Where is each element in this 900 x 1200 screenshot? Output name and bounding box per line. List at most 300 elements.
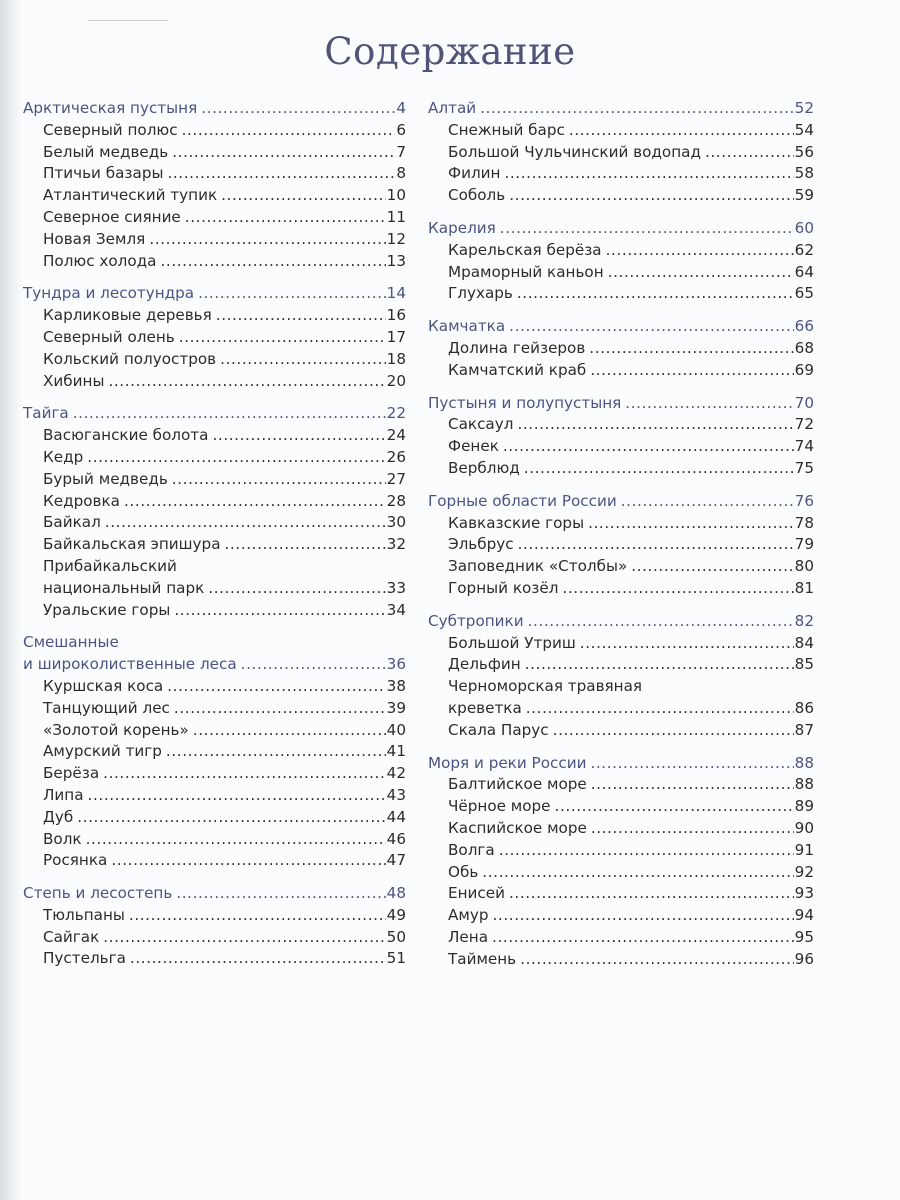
- toc-entry-title: креветка: [448, 698, 522, 717]
- toc-entry-title: Кедровка: [43, 491, 120, 510]
- toc-entry[interactable]: [428, 883, 814, 905]
- toc-entry-title: Росянка: [43, 851, 108, 870]
- dot-leader: [517, 283, 794, 305]
- toc-page-number: 74: [794, 437, 814, 456]
- toc-entry[interactable]: [428, 796, 814, 818]
- toc-entry-title: Амурский тигр: [43, 742, 162, 761]
- toc-entry-title: Лена: [448, 927, 489, 946]
- toc-entry[interactable]: [428, 862, 814, 884]
- dot-leader: [172, 142, 395, 164]
- dot-leader: [212, 425, 385, 447]
- dot-leader: [499, 840, 794, 862]
- toc-page-number: 13: [386, 251, 406, 270]
- toc-entry[interactable]: [428, 262, 814, 284]
- toc-entry-title: Соболь: [448, 186, 506, 205]
- toc-entry[interactable]: [428, 818, 814, 840]
- dot-leader: [208, 578, 385, 600]
- toc-page-number: 39: [386, 698, 406, 717]
- toc-entry[interactable]: [23, 698, 406, 720]
- toc-page-number: 90: [794, 818, 814, 837]
- toc-page-number: 78: [794, 513, 814, 532]
- toc-entry-title: Тюльпаны: [43, 905, 125, 924]
- toc-entry-title: Чёрное море: [448, 797, 551, 816]
- toc-entry-title: Хибины: [43, 371, 105, 390]
- toc-entry-title: Большой Утриш: [448, 633, 576, 652]
- toc-entry[interactable]: [23, 469, 406, 491]
- toc-page-number: 66: [794, 317, 814, 336]
- toc-entry-title: Глухарь: [448, 284, 513, 303]
- toc-page-number: 24: [386, 426, 406, 445]
- toc-page-number: 68: [794, 338, 814, 357]
- dot-leader: [705, 142, 794, 164]
- toc-page-number: 96: [794, 949, 814, 968]
- dot-leader: [77, 807, 385, 829]
- toc-entry-title-line1: Черноморская травяная: [448, 677, 643, 696]
- toc-entry[interactable]: [428, 534, 814, 556]
- toc-section: [23, 883, 406, 970]
- toc-entry-title: Камчатка: [428, 317, 506, 336]
- toc-entry[interactable]: [428, 676, 814, 720]
- dot-leader: [562, 578, 793, 600]
- toc-section-header[interactable]: [23, 283, 406, 305]
- toc-entry[interactable]: [23, 305, 406, 327]
- toc-entry[interactable]: [23, 229, 406, 251]
- toc-section: [428, 218, 814, 305]
- dot-leader: [167, 676, 385, 698]
- dot-leader: [129, 905, 386, 927]
- toc-entry-title: Тундра и лесотундра: [23, 284, 195, 303]
- toc-page-number: 88: [794, 753, 814, 772]
- toc-page-number: 11: [386, 207, 406, 226]
- dot-leader: [179, 327, 386, 349]
- toc-page-number: 89: [794, 797, 814, 816]
- dot-leader: [172, 469, 386, 491]
- dot-leader: [216, 305, 386, 327]
- toc-entry-title: Верблюд: [448, 458, 520, 477]
- toc-page-number: 94: [794, 906, 814, 925]
- toc-entry[interactable]: [428, 360, 814, 382]
- toc-entry-title: Фенек: [448, 437, 499, 456]
- toc-entry[interactable]: [23, 349, 406, 371]
- dot-leader: [225, 534, 386, 556]
- toc-entry[interactable]: [428, 240, 814, 262]
- toc-entry-title: Субтропики: [428, 611, 524, 630]
- dot-leader: [591, 774, 794, 796]
- dot-leader: [198, 283, 386, 305]
- toc-page-number: 10: [386, 186, 406, 205]
- dot-leader: [500, 218, 794, 240]
- toc-entry[interactable]: [428, 513, 814, 535]
- toc-entry[interactable]: [428, 840, 814, 862]
- page-binding-edge: [0, 0, 22, 1200]
- toc-entry-title: Белый медведь: [43, 142, 169, 161]
- toc-page-number: 72: [794, 415, 814, 434]
- toc-page-number: 91: [794, 840, 814, 859]
- toc-entry[interactable]: [23, 785, 406, 807]
- toc-page-number: 6: [396, 120, 406, 139]
- toc-entry[interactable]: [23, 120, 406, 142]
- toc-entry-title-line1: Прибайкальский: [43, 556, 177, 575]
- toc-section: [23, 403, 406, 621]
- dot-leader: [528, 611, 794, 633]
- toc-page-number: 43: [386, 785, 406, 804]
- toc-section-header[interactable]: [23, 98, 406, 120]
- dot-leader: [87, 447, 385, 469]
- dot-leader: [591, 818, 794, 840]
- toc-page-number: 14: [386, 284, 406, 303]
- toc-entry-title: Кедр: [43, 447, 84, 466]
- toc-entry-title: Танцующий лес: [43, 698, 170, 717]
- toc-page-number: 93: [794, 884, 814, 903]
- toc-entry-title: Камчатский краб: [448, 360, 587, 379]
- toc-page-number: 12: [386, 229, 406, 248]
- toc-page-number: 49: [386, 905, 406, 924]
- toc-page-number: 70: [794, 393, 814, 412]
- toc-entry[interactable]: [428, 633, 814, 655]
- dot-leader: [86, 829, 386, 851]
- toc-entry[interactable]: [23, 207, 406, 229]
- toc-entry-title: Карелия: [428, 218, 496, 237]
- toc-section: [428, 316, 814, 381]
- dot-leader: [108, 371, 385, 393]
- toc-entry-title: Волга: [448, 840, 495, 859]
- toc-entry[interactable]: [23, 142, 406, 164]
- toc-entry[interactable]: [428, 163, 814, 185]
- toc-entry[interactable]: [23, 829, 406, 851]
- dot-leader: [590, 360, 793, 382]
- toc-entry-title: Северное сияние: [43, 207, 181, 226]
- toc-entry[interactable]: [428, 185, 814, 207]
- dot-leader: [525, 654, 794, 676]
- toc-page-number: 87: [794, 720, 814, 739]
- toc-entry-title: Скала Парус: [448, 720, 549, 739]
- dot-leader: [590, 753, 793, 775]
- toc-page-number: 28: [386, 491, 406, 510]
- dot-leader: [569, 120, 794, 142]
- toc-page-number: 8: [396, 164, 406, 183]
- toc-entry-title: Куршская коса: [43, 676, 164, 695]
- toc-page-number: 32: [386, 535, 406, 554]
- dot-leader: [166, 741, 386, 763]
- dot-leader: [103, 927, 385, 949]
- dot-leader: [526, 698, 794, 720]
- toc-page-number: 82: [794, 611, 814, 630]
- toc-page-number: 80: [794, 557, 814, 576]
- toc-entry-title: Кавказские горы: [448, 513, 585, 532]
- dot-leader: [555, 796, 794, 818]
- toc-section: [23, 632, 406, 872]
- toc-entry-title: Арктическая пустыня: [23, 99, 198, 117]
- toc-entry-title: Енисей: [448, 884, 505, 903]
- toc-section-header[interactable]: [428, 753, 814, 775]
- toc-section: [428, 611, 814, 742]
- toc-section: [428, 393, 814, 480]
- toc-entry-title: Горный козёл: [448, 578, 559, 597]
- toc-entry[interactable]: [428, 949, 814, 971]
- toc-page-number: 17: [386, 327, 406, 346]
- dot-leader: [241, 654, 386, 676]
- dot-leader: [503, 436, 794, 458]
- toc-entry[interactable]: [428, 458, 814, 480]
- toc-entry-title: Берёза: [43, 764, 100, 783]
- toc-page-number: 69: [794, 360, 814, 379]
- toc-page-number: 52: [794, 99, 814, 117]
- dot-leader: [492, 927, 794, 949]
- toc-page-number: 50: [386, 927, 406, 946]
- toc-page-number: 42: [386, 764, 406, 783]
- dot-leader: [174, 600, 385, 622]
- toc-entry-title: «Золотой корень»: [43, 720, 189, 739]
- toc-entry-title: Пустыня и полупустыня: [428, 393, 622, 412]
- dot-leader: [553, 720, 794, 742]
- toc-entry-title: Липа: [43, 785, 84, 804]
- toc-entry[interactable]: [23, 447, 406, 469]
- toc-entry-title: Северный полюс: [43, 120, 178, 139]
- toc-section-header[interactable]: [428, 393, 814, 415]
- toc-entry-title: Горные области России: [428, 491, 617, 510]
- toc-entry[interactable]: [428, 556, 814, 578]
- dot-leader: [167, 163, 395, 185]
- dot-leader: [621, 491, 794, 513]
- toc-page-number: 76: [794, 491, 814, 510]
- dot-leader: [608, 262, 794, 284]
- toc-section-header[interactable]: [428, 98, 814, 120]
- toc-entry-title: Таймень: [448, 949, 517, 968]
- toc-page-number: 84: [794, 633, 814, 652]
- toc-right-column: [428, 98, 814, 981]
- toc-entry[interactable]: [428, 120, 814, 142]
- toc-page-number: 38: [386, 676, 406, 695]
- toc-entry-title: Долина гейзеров: [448, 338, 586, 357]
- dot-leader: [193, 720, 386, 742]
- toc-section-header[interactable]: [23, 883, 406, 905]
- toc-section: [428, 753, 814, 971]
- toc-entry[interactable]: [23, 327, 406, 349]
- toc-entry[interactable]: [23, 741, 406, 763]
- toc-entry[interactable]: [428, 774, 814, 796]
- toc-page-number: 92: [794, 862, 814, 881]
- toc-entry-title: Птичьи базары: [43, 164, 164, 183]
- dot-leader: [480, 98, 794, 120]
- dot-leader: [509, 316, 794, 338]
- toc-page-number: 26: [386, 447, 406, 466]
- toc-entry-title: Байкальская эпишура: [43, 535, 221, 554]
- dot-leader: [221, 185, 386, 207]
- toc-page-number: 22: [386, 404, 406, 423]
- toc-entry-title: Тайга: [23, 404, 69, 423]
- toc-entry-title: Полюс холода: [43, 251, 157, 270]
- toc-page-number: 75: [794, 458, 814, 477]
- toc-entry[interactable]: [23, 534, 406, 556]
- toc-entry[interactable]: [23, 676, 406, 698]
- toc-entry[interactable]: [428, 578, 814, 600]
- dot-leader: [103, 763, 386, 785]
- dot-leader: [182, 120, 396, 142]
- toc-entry[interactable]: [23, 556, 406, 600]
- toc-page-number: 51: [386, 949, 406, 968]
- dot-leader: [631, 556, 793, 578]
- toc-entry-title: Балтийское море: [448, 775, 587, 794]
- toc-entry[interactable]: [23, 927, 406, 949]
- toc-entry-title: Заповедник «Столбы»: [448, 557, 628, 576]
- dot-leader: [517, 414, 793, 436]
- toc-entry-title: Новая Земля: [43, 229, 146, 248]
- toc-section: [23, 98, 406, 272]
- toc-section-header[interactable]: [428, 218, 814, 240]
- toc-entry-title: Каспийское море: [448, 818, 587, 837]
- toc-entry-title: и широколиственные леса: [23, 655, 237, 674]
- toc-entry-title: Васюганские болота: [43, 426, 209, 445]
- toc-page-number: 85: [794, 655, 814, 674]
- toc-entry-title: Волк: [43, 829, 82, 848]
- dot-leader: [482, 862, 793, 884]
- dot-leader: [589, 338, 793, 360]
- toc-entry-title: Обь: [448, 862, 479, 881]
- toc-page-number: 46: [386, 829, 406, 848]
- toc-entry-title: Амур: [448, 906, 489, 925]
- dot-leader: [73, 403, 386, 425]
- dot-leader: [509, 185, 793, 207]
- toc-section-header[interactable]: [428, 491, 814, 513]
- toc-page-number: 95: [794, 927, 814, 946]
- toc-entry-title-line1: Смешанные: [23, 633, 119, 652]
- toc-entry[interactable]: [428, 654, 814, 676]
- toc-page-number: 62: [794, 240, 814, 259]
- toc-entry[interactable]: [428, 436, 814, 458]
- toc-entry-title: Большой Чульчинский водопад: [448, 142, 701, 161]
- dot-leader: [504, 163, 793, 185]
- toc-entry[interactable]: [23, 491, 406, 513]
- toc-entry-title: Саксаул: [448, 415, 514, 434]
- dot-leader: [185, 207, 386, 229]
- toc-entry[interactable]: [23, 807, 406, 829]
- dot-leader: [160, 251, 385, 273]
- toc-page-number: 59: [794, 186, 814, 205]
- toc-entry[interactable]: [428, 905, 814, 927]
- toc-entry-title: Пустельга: [43, 949, 126, 968]
- dot-leader: [518, 534, 794, 556]
- toc-entry-title: Филин: [448, 164, 501, 183]
- toc-entry[interactable]: [428, 414, 814, 436]
- toc-left-column: [23, 98, 406, 981]
- dot-leader: [149, 229, 385, 251]
- toc-entry-title: Снежный барс: [448, 120, 565, 139]
- toc-entry-title: Дуб: [43, 807, 74, 826]
- toc-entry-title: Алтай: [428, 99, 477, 117]
- toc-entry[interactable]: [23, 512, 406, 534]
- dot-leader: [606, 240, 794, 262]
- toc-entry[interactable]: [23, 850, 406, 872]
- toc-section-header[interactable]: [23, 632, 406, 676]
- dot-leader: [580, 633, 794, 655]
- toc-entry[interactable]: [23, 763, 406, 785]
- toc-page-number: 34: [386, 600, 406, 619]
- toc-entry[interactable]: [428, 927, 814, 949]
- toc-section-header[interactable]: [428, 611, 814, 633]
- dot-leader: [492, 905, 793, 927]
- toc-entry[interactable]: [23, 185, 406, 207]
- toc-entry-title: национальный парк: [43, 578, 205, 597]
- toc-entry[interactable]: [428, 283, 814, 305]
- dot-leader: [176, 883, 385, 905]
- dot-leader: [130, 948, 386, 970]
- toc-entry-title: Карликовые деревья: [43, 306, 212, 325]
- dot-leader: [201, 98, 395, 120]
- decorative-rule: [88, 20, 168, 21]
- toc-page-number: 58: [794, 164, 814, 183]
- toc-entry[interactable]: [23, 905, 406, 927]
- toc-page-number: 79: [794, 535, 814, 554]
- toc-entry-title: Карельская берёза: [448, 240, 602, 259]
- toc-page-number: 54: [794, 120, 814, 139]
- toc-page-number: 30: [386, 513, 406, 532]
- toc-page-number: 65: [794, 284, 814, 303]
- dot-leader: [174, 698, 386, 720]
- toc-page-number: 47: [386, 851, 406, 870]
- toc-entry-title: Бурый медведь: [43, 469, 168, 488]
- toc-entry-title: Атлантический тупик: [43, 186, 218, 205]
- toc-entry[interactable]: [23, 251, 406, 273]
- toc-entry[interactable]: [23, 425, 406, 447]
- toc-page-number: 81: [794, 578, 814, 597]
- toc-entry-title: Эльбрус: [448, 535, 514, 554]
- toc-entry-title: Северный олень: [43, 327, 175, 346]
- toc-page-number: 41: [386, 742, 406, 761]
- toc-entry-title: Кольский полуостров: [43, 349, 217, 368]
- toc-section-header[interactable]: [23, 403, 406, 425]
- toc-page-number: 33: [386, 578, 406, 597]
- toc-section-header[interactable]: [428, 316, 814, 338]
- toc-entry-title: Степь и лесостепь: [23, 884, 173, 903]
- toc-entry[interactable]: [428, 338, 814, 360]
- dot-leader: [105, 512, 386, 534]
- toc-entry-title: Сайгак: [43, 927, 100, 946]
- dot-leader: [124, 491, 386, 513]
- dot-leader: [524, 458, 794, 480]
- toc-page-number: 36: [386, 655, 406, 674]
- toc-section: [428, 491, 814, 600]
- dot-leader: [220, 349, 386, 371]
- toc-page-number: 4: [396, 99, 406, 117]
- dot-leader: [625, 393, 793, 415]
- dot-leader: [509, 883, 794, 905]
- toc-entry-title: Уральские горы: [43, 600, 171, 619]
- toc-entry[interactable]: [23, 600, 406, 622]
- toc-page-number: 18: [386, 349, 406, 368]
- toc-entry[interactable]: [428, 720, 814, 742]
- toc-entry[interactable]: [23, 948, 406, 970]
- toc-entry[interactable]: [428, 142, 814, 164]
- toc-page-number: 48: [386, 884, 406, 903]
- toc-entry-title: Байкал: [43, 513, 101, 532]
- dot-leader: [88, 785, 386, 807]
- toc-page-number: 16: [386, 306, 406, 325]
- toc-entry[interactable]: [23, 371, 406, 393]
- toc-page-number: 60: [794, 218, 814, 237]
- toc-entry[interactable]: [23, 720, 406, 742]
- toc-entry[interactable]: [23, 163, 406, 185]
- page-title: Содержание: [324, 30, 576, 73]
- dot-leader: [588, 513, 794, 535]
- toc-page-number: 20: [386, 371, 406, 390]
- dot-leader: [111, 850, 385, 872]
- dot-leader: [520, 949, 794, 971]
- toc-page-number: 88: [794, 775, 814, 794]
- toc-page-number: 40: [386, 720, 406, 739]
- toc-section: [428, 98, 814, 207]
- toc-entry-title: Дельфин: [448, 655, 521, 674]
- toc-section: [23, 283, 406, 392]
